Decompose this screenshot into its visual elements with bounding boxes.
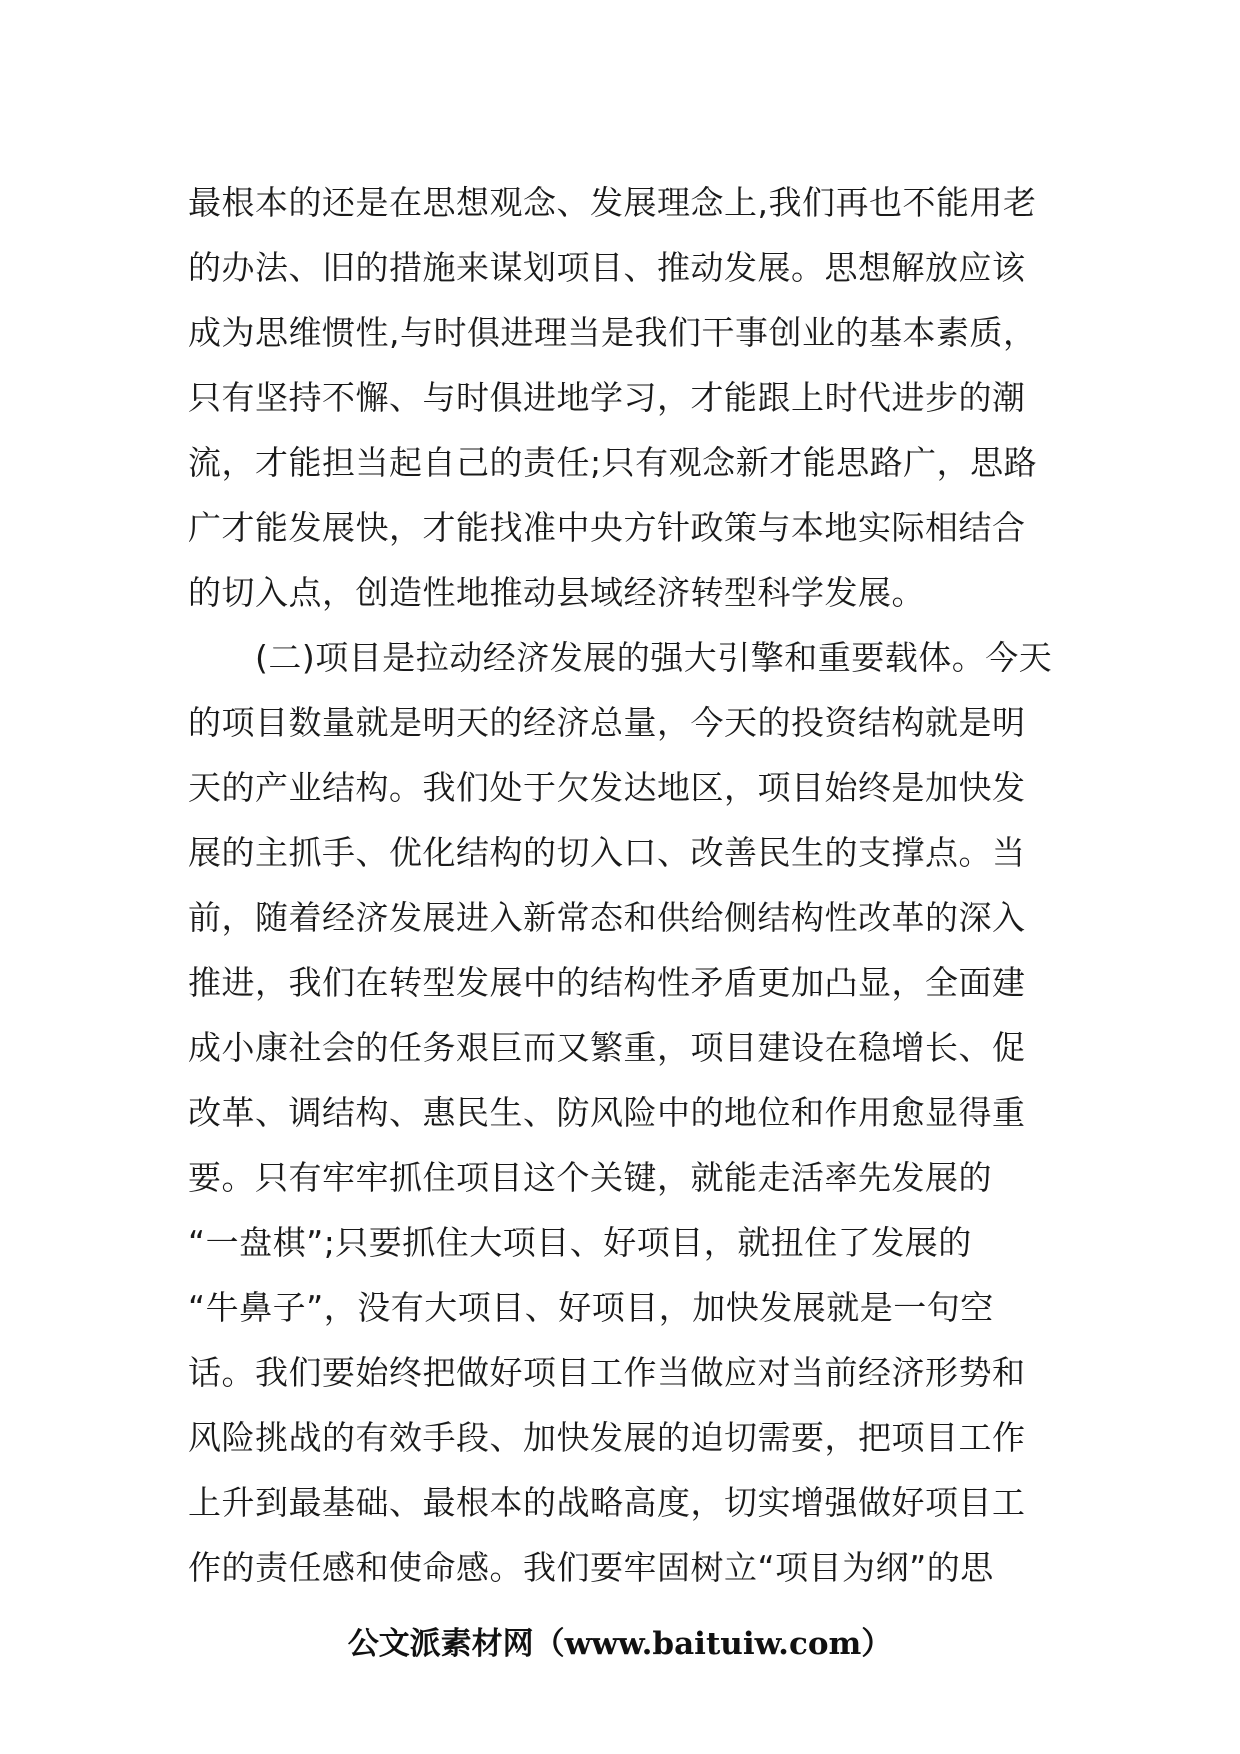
text-line: 展的主抓手、优化结构的切入口、改善民生的支撑点。当: [188, 833, 1026, 872]
text-line: 成为思维惯性,与时俱进理当是我们干事创业的基本素质，: [188, 313, 1037, 352]
text-line: 天的产业结构。我们处于欠发达地区，项目始终是加快发: [188, 768, 1026, 807]
text-line: 广才能发展快，才能找准中央方针政策与本地实际相结合: [188, 508, 1026, 547]
text-line: 的切入点，创造性地推动县域经济转型科学发展。: [188, 573, 925, 612]
text-line: “牛鼻子”，没有大项目、好项目，加快发展就是一句空: [188, 1288, 994, 1327]
text-line: 的办法、旧的措施来谋划项目、推动发展。思想解放应该: [188, 248, 1026, 287]
text-line: 流，才能担当起自己的责任;只有观念新才能思路广，思路: [188, 443, 1038, 482]
text-line: 只有坚持不懈、与时俱进地学习，才能跟上时代进步的潮: [188, 378, 1026, 417]
text-line: 作的责任感和使命感。我们要牢固树立“项目为纲”的思: [188, 1548, 994, 1587]
document-body: [188, 170, 1058, 1600]
text-line: 风险挑战的有效手段、加快发展的迫切需要，把项目工作: [188, 1418, 1026, 1457]
text-line: 前，随着经济发展进入新常态和供给侧结构性改革的深入: [188, 898, 1026, 937]
text-line: 改革、调结构、惠民生、防风险中的地位和作用愈显得重: [188, 1093, 1026, 1132]
text-line: 要。只有牢牢抓住项目这个关键，就能走活率先发展的: [188, 1158, 992, 1197]
text-line: 最根本的还是在思想观念、发展理念上,我们再也不能用老: [188, 183, 1037, 222]
text-line: 上升到最基础、最根本的战略高度，切实增强做好项目工: [188, 1483, 1026, 1522]
text-line: (二)项目是拉动经济发展的强大引擎和重要载体。今天: [188, 638, 1053, 677]
text-line: “一盘棋”;只要抓住大项目、好项目，就扭住了发展的: [188, 1223, 972, 1262]
text-line: 话。我们要始终把做好项目工作当做应对当前经济形势和: [188, 1353, 1026, 1392]
text-line: 成小康社会的任务艰巨而又繁重，项目建设在稳增长、促: [188, 1028, 1026, 1067]
text-line: 的项目数量就是明天的经济总量，今天的投资结构就是明: [188, 703, 1026, 742]
text-line: 推进，我们在转型发展中的结构性矛盾更加凸显，全面建: [188, 963, 1026, 1002]
source-footer: 公文派素材网（www.baituiw.com）: [347, 1626, 893, 1662]
